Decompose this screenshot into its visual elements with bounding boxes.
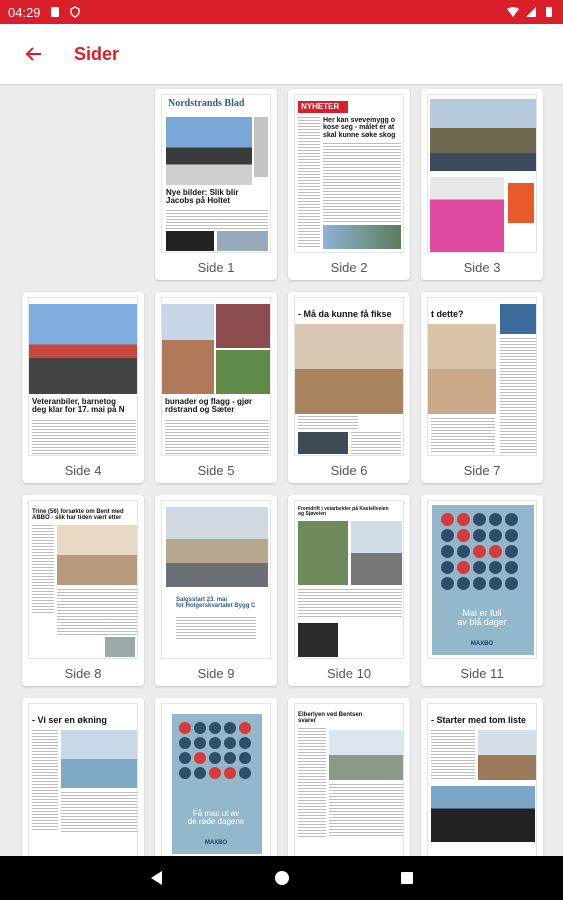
- shield-icon: [69, 6, 81, 18]
- page-title: Sider: [74, 43, 120, 64]
- elderly-photo: [295, 324, 404, 414]
- page-card-9[interactable]: [155, 495, 277, 686]
- photo-strip: [323, 225, 401, 249]
- page-card-1[interactable]: [155, 89, 277, 280]
- page-thumbnail-1: [161, 94, 271, 253]
- page-card-8[interactable]: [22, 495, 144, 686]
- page-headline: - Starter med tom liste: [431, 715, 527, 725]
- circle-home-icon: [274, 870, 290, 886]
- nav-home-button[interactable]: [272, 868, 292, 888]
- page-headline: Fremdrift i veiarbeider på Kastellveien og Sjøveien: [298, 506, 389, 518]
- architecture-render: [166, 507, 268, 587]
- body-text: [298, 589, 402, 619]
- page-thumbnail-13: [161, 703, 271, 856]
- page-label: Side 4: [64, 463, 102, 478]
- brand-logo: MAXBO: [204, 840, 228, 846]
- nav-recents-button[interactable]: [397, 868, 417, 888]
- portrait-photo: [430, 177, 504, 252]
- page-thumbnail-3: [427, 94, 537, 253]
- page-headline: Elberlyen ved Bentsen svarer: [298, 712, 363, 725]
- page-label: Side 1: [197, 260, 235, 275]
- section-title: NYHETER: [301, 102, 340, 111]
- page-label: Side 11: [460, 666, 504, 681]
- wifi-icon: [507, 6, 519, 18]
- ad-slogan: Få max ut av de røde dagene: [187, 809, 245, 827]
- system-nav-bar: [0, 856, 563, 900]
- body-text: [61, 792, 137, 832]
- page-card-3[interactable]: [421, 89, 543, 280]
- body-text-2: [351, 432, 401, 454]
- sidebar-text: [298, 728, 326, 838]
- square-recents-icon: [399, 870, 415, 886]
- calendar-dots: [441, 513, 518, 590]
- building-photo: [329, 730, 403, 780]
- page-card-2[interactable]: [288, 89, 410, 280]
- arrow-left-icon: [25, 45, 43, 63]
- page-card-14[interactable]: [288, 698, 410, 856]
- ad-headline: Salgsstart 23. mai for Holgerskvartalet Bygg C: [176, 597, 256, 610]
- portrait-photo: [428, 324, 496, 414]
- body-text: [323, 143, 401, 223]
- sidebar-text: [298, 117, 320, 247]
- page-card-6[interactable]: [288, 292, 410, 483]
- ad-text: [176, 617, 256, 639]
- page-thumbnail-12: [28, 703, 138, 856]
- page-thumbnail-9: [161, 500, 271, 659]
- page-card-13[interactable]: [155, 698, 277, 856]
- app-bar: [0, 24, 563, 84]
- page-headline: Trine (56) forsøkte om Bent med ABBO - slik har tiden vært etter: [32, 509, 124, 522]
- road-photo: [351, 521, 402, 585]
- orange-ad: [508, 183, 534, 223]
- page-thumbnail-7: [427, 297, 537, 456]
- page-headline: t dette?: [431, 309, 464, 319]
- pages-grid: [0, 84, 563, 856]
- page-label: Side 2: [330, 260, 368, 275]
- team-photo: [431, 786, 535, 842]
- parade-photo: [29, 304, 138, 394]
- nature-photo: [430, 99, 536, 171]
- back-button[interactable]: [24, 44, 44, 64]
- brand-logo: MAXBO: [470, 641, 494, 647]
- page-headline: Nye bilder: Slik blir Jacobs på Holtet: [166, 188, 239, 206]
- sim-card-icon: [49, 6, 61, 18]
- page-thumbnail-4: [28, 297, 138, 456]
- page-label: Side 6: [330, 463, 368, 478]
- triangle-back-icon: [149, 870, 165, 886]
- page-label: Side 8: [64, 666, 102, 681]
- page-card-11[interactable]: [421, 495, 543, 686]
- page-headline: - Må da kunne få fikse: [298, 309, 392, 319]
- signal-icon: [525, 6, 537, 18]
- blue-ad: [500, 304, 536, 334]
- page-card-4[interactable]: [22, 292, 144, 483]
- kitchen-photo: [57, 525, 137, 585]
- hospital-photo: [61, 730, 137, 788]
- page-card-15[interactable]: [421, 698, 543, 856]
- page-card-7[interactable]: [421, 292, 543, 483]
- page-label: Side 9: [197, 666, 235, 681]
- page-thumbnail-10: [294, 500, 404, 659]
- page-headline: Her kan svevemygg o kose seg - målet er at skal kunne søke skog: [323, 117, 396, 139]
- masthead: Nordstrands Blad: [168, 98, 245, 109]
- page-label: Side 7: [463, 463, 501, 478]
- page-headline: bunader og flagg - gjør rdstrand og Sæter: [165, 397, 253, 415]
- nav-back-button[interactable]: [147, 868, 167, 888]
- calendar-dots: [179, 722, 251, 779]
- body-text: [431, 730, 475, 780]
- page-label: Side 10: [326, 666, 372, 681]
- small-photo: [105, 637, 135, 657]
- page-headline: Veteranbiler, barnetog deg klar for 17. mai på N: [32, 397, 125, 415]
- page-thumbnail-6: [294, 297, 404, 456]
- sidebar-text: [32, 525, 54, 615]
- sidebar-text: [32, 730, 58, 830]
- body-text: [298, 416, 358, 430]
- small-photo: [298, 432, 348, 454]
- map-photo: [298, 521, 348, 585]
- body-text: [32, 420, 136, 454]
- portrait-photo: [478, 730, 536, 780]
- crowd-photo: [216, 304, 271, 348]
- page-label: Side 3: [463, 260, 501, 275]
- garden-photo: [216, 350, 271, 394]
- flower-photo: [298, 623, 338, 657]
- page-card-12[interactable]: [22, 698, 144, 856]
- page-card-10[interactable]: [288, 495, 410, 686]
- photo-block: [217, 231, 268, 251]
- side-photos: [254, 117, 268, 177]
- page-thumbnail-11: [427, 500, 537, 659]
- page-headline: - Vi ser en økning: [32, 715, 107, 725]
- body-text: [329, 784, 403, 836]
- page-thumbnail-2: [294, 94, 404, 253]
- page-card-5[interactable]: [155, 292, 277, 483]
- battery-icon: [543, 6, 555, 18]
- sidebar-text: [500, 338, 536, 453]
- status-bar: [0, 0, 563, 24]
- body-text: [431, 418, 495, 454]
- status-time: 04:29: [8, 4, 41, 20]
- body-text: [57, 589, 137, 635]
- cover-photo: [166, 117, 252, 185]
- ad-slogan: Mai er full av blå dager: [457, 608, 507, 628]
- ad-block: [166, 231, 214, 251]
- page-thumbnail-15: [427, 703, 537, 856]
- body-text: [165, 420, 269, 454]
- page-thumbnail-5: [161, 297, 271, 456]
- page-thumbnail-8: [28, 500, 138, 659]
- building-photo: [162, 304, 214, 394]
- body-text: [166, 210, 268, 230]
- page-thumbnail-14: [294, 703, 404, 856]
- page-label: Side 5: [197, 463, 235, 478]
